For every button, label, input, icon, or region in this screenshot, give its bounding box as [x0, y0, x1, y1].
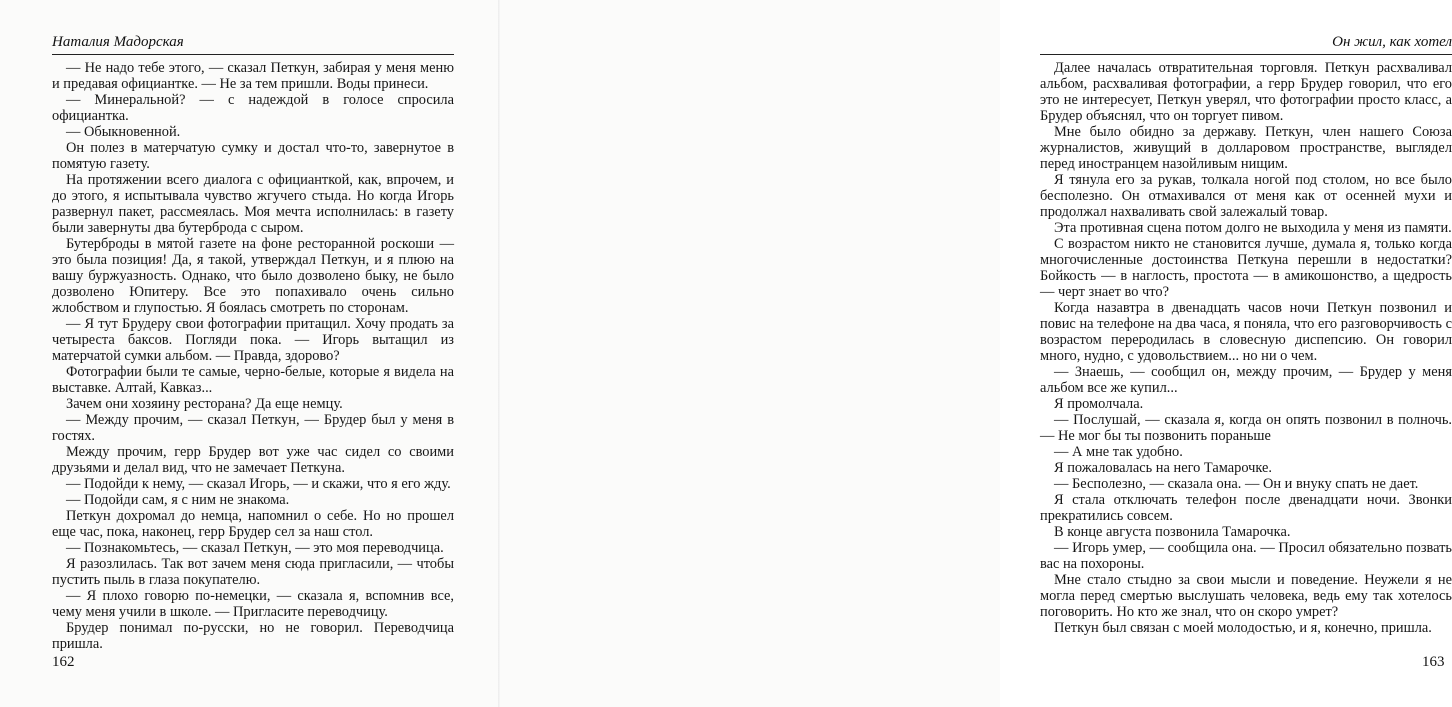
right-page	[500, 0, 1452, 707]
paragraph: Я разозлилась. Так вот зачем меня сюда пригласили, — чтобы пустить пыль в глаза покупателю.	[52, 556, 454, 588]
paragraph: Эта противная сцена потом долго не выходила у меня из памяти.	[1054, 220, 1452, 236]
chapter-title: Он жил, как хотел	[1332, 34, 1452, 50]
paragraph: На протяжении всего диалога с официанткой, как, впрочем, и до этого, я испытывала чувство жгучего стыда. Но когда Игорь развернул пакет, рассмеялась. Моя мечта исполнилась: в газету были завернуты два бутерброда с сыром.	[52, 172, 454, 236]
paragraph: Когда назавтра в двенадцать часов ночи Петкун позвонил и повис на телефоне на два часа, я поняла, что его разговорчивость с возрастом переродилась в словесную диспепсию. Он говорил много, нудно, с удовольствием... но ни о чем.	[1040, 300, 1452, 364]
paragraph: Я стала отключать телефон после двенадцати ночи. Звонки прекратились совсем.	[1040, 492, 1452, 524]
left-page	[0, 0, 500, 707]
paragraph: — Бесполезно, — сказала она. — Он и внуку спать не дает.	[1054, 476, 1419, 492]
paragraph: Зачем они хозяину ресторана? Да еще немцу.	[66, 396, 343, 412]
paragraph: С возрастом никто не становится лучше, думала я, только когда многочисленные достоинства Петкуна перешли в недостатки? Бойкость — в наглость, простота — в амикошонство, а щедрость — черт знает во что?	[1040, 236, 1452, 300]
paragraph: Петкун дохромал до немца, напомнил о себе. Но но прошел еще час, пока, наконец, герр Брудер сел за наш стол.	[52, 508, 454, 540]
running-head-right	[1040, 32, 1452, 55]
page-number-right: 163	[1422, 654, 1445, 670]
paragraph: Я промолчала.	[1054, 396, 1144, 412]
paragraph: — Послушай, — сказала я, когда он опять позвонил в полночь. — Не мог бы ты позвонить пораньше	[1040, 412, 1452, 444]
paragraph: Петкун был связан с моей молодостью, и я, конечно, пришла.	[1054, 620, 1432, 636]
paragraph: Далее началась отвратительная торговля. Петкун расхваливал альбом, расхваливая фотографии, а герр Брудер говорил, что его это не интересует, Петкун уверял, что фотографии просто класс, а Брудер объяснял, что он торгует пивом.	[1040, 60, 1452, 124]
paragraph: — Познакомьтесь, — сказал Петкун, — это моя переводчица.	[66, 540, 444, 556]
paragraph: Бутерброды в мятой газете на фоне ресторанной роскоши — это была позиция! Да, я такой, утверждал Петкун, и я плюю на вашу буржуазность. Однако, что было дозволено быку, не было дозволено Юпитеру. Все это попахивало очень сильно жлобством и глупостью. Я боялась смотреть по сторонам.	[52, 236, 454, 316]
paragraph: — Знаешь, — сообщил он, между прочим, — Брудер у меня альбом все же купил...	[1040, 364, 1452, 396]
author-name: Наталия Мадорская	[52, 34, 184, 50]
paragraph: Я пожаловалась на него Тамарочке.	[1054, 460, 1273, 476]
paragraph: — Между прочим, — сказал Петкун, — Брудер был у меня в гостях.	[52, 412, 454, 444]
page-number-left: 162	[52, 654, 75, 670]
paragraph: — А мне так удобно.	[1054, 444, 1183, 460]
paragraph: — Подойди к нему, — сказал Игорь, — и скажи, что я его жду.	[66, 476, 451, 492]
paragraph: В конце августа позвонила Тамарочка.	[1054, 524, 1291, 540]
paragraph: — Я плохо говорю по-немецки, — сказала я, вспомнив все, чему меня учили в школе. — Пригласите переводчицу.	[52, 588, 454, 620]
paragraph: Мне стало стыдно за свои мысли и поведение. Неужели я не могла перед смертью выслушать человека, ведь ему так хотелось поговорить. Но кто же знал, что он скоро умрет?	[1040, 572, 1452, 620]
right-page-body	[1040, 60, 1452, 636]
paragraph: Он полез в матерчатую сумку и достал что-то, завернутое в помятую газету.	[52, 140, 454, 172]
paragraph: — Игорь умер, — сообщила она. — Просил обязательно позвать вас на похороны.	[1040, 540, 1452, 572]
paragraph: — Минеральной? — с надеждой в голосе спросила официантка.	[52, 92, 454, 124]
paragraph: Брудер понимал по-русски, но не говорил. Переводчица пришла.	[52, 620, 454, 652]
paragraph: Мне было обидно за державу. Петкун, член нашего Союза журналистов, живущий в долларовом пространстве, выглядел перед иностранцем назойливым нищим.	[1040, 124, 1452, 172]
paragraph: Между прочим, герр Брудер вот уже час сидел со своими друзьями и делал вид, что не замечает Петкуна.	[52, 444, 454, 476]
paragraph: — Обыкновенной.	[66, 124, 181, 140]
paragraph: — Подойди сам, я с ним не знакома.	[66, 492, 290, 508]
left-page-body	[52, 60, 454, 652]
paragraph: Фотографии были те самые, черно-белые, которые я видела на выставке. Алтай, Кавказ...	[52, 364, 454, 396]
running-head-left	[52, 32, 454, 55]
paragraph: Я тянула его за рукав, толкала ногой под столом, но все было бесполезно. Он отмахивался от меня как от осенней мухи и продолжал нахваливать свой залежалый товар.	[1040, 172, 1452, 220]
paragraph: — Не надо тебе этого, — сказал Петкун, забирая у меня меню и предавая официантке. — Не за тем пришли. Воды принеси.	[52, 60, 454, 92]
paragraph: — Я тут Брудеру свои фотографии притащил. Хочу продать за четыреста баксов. Погляди пока. — Игорь вытащил из матерчатой сумки альбом. — Правда, здорово?	[52, 316, 454, 364]
